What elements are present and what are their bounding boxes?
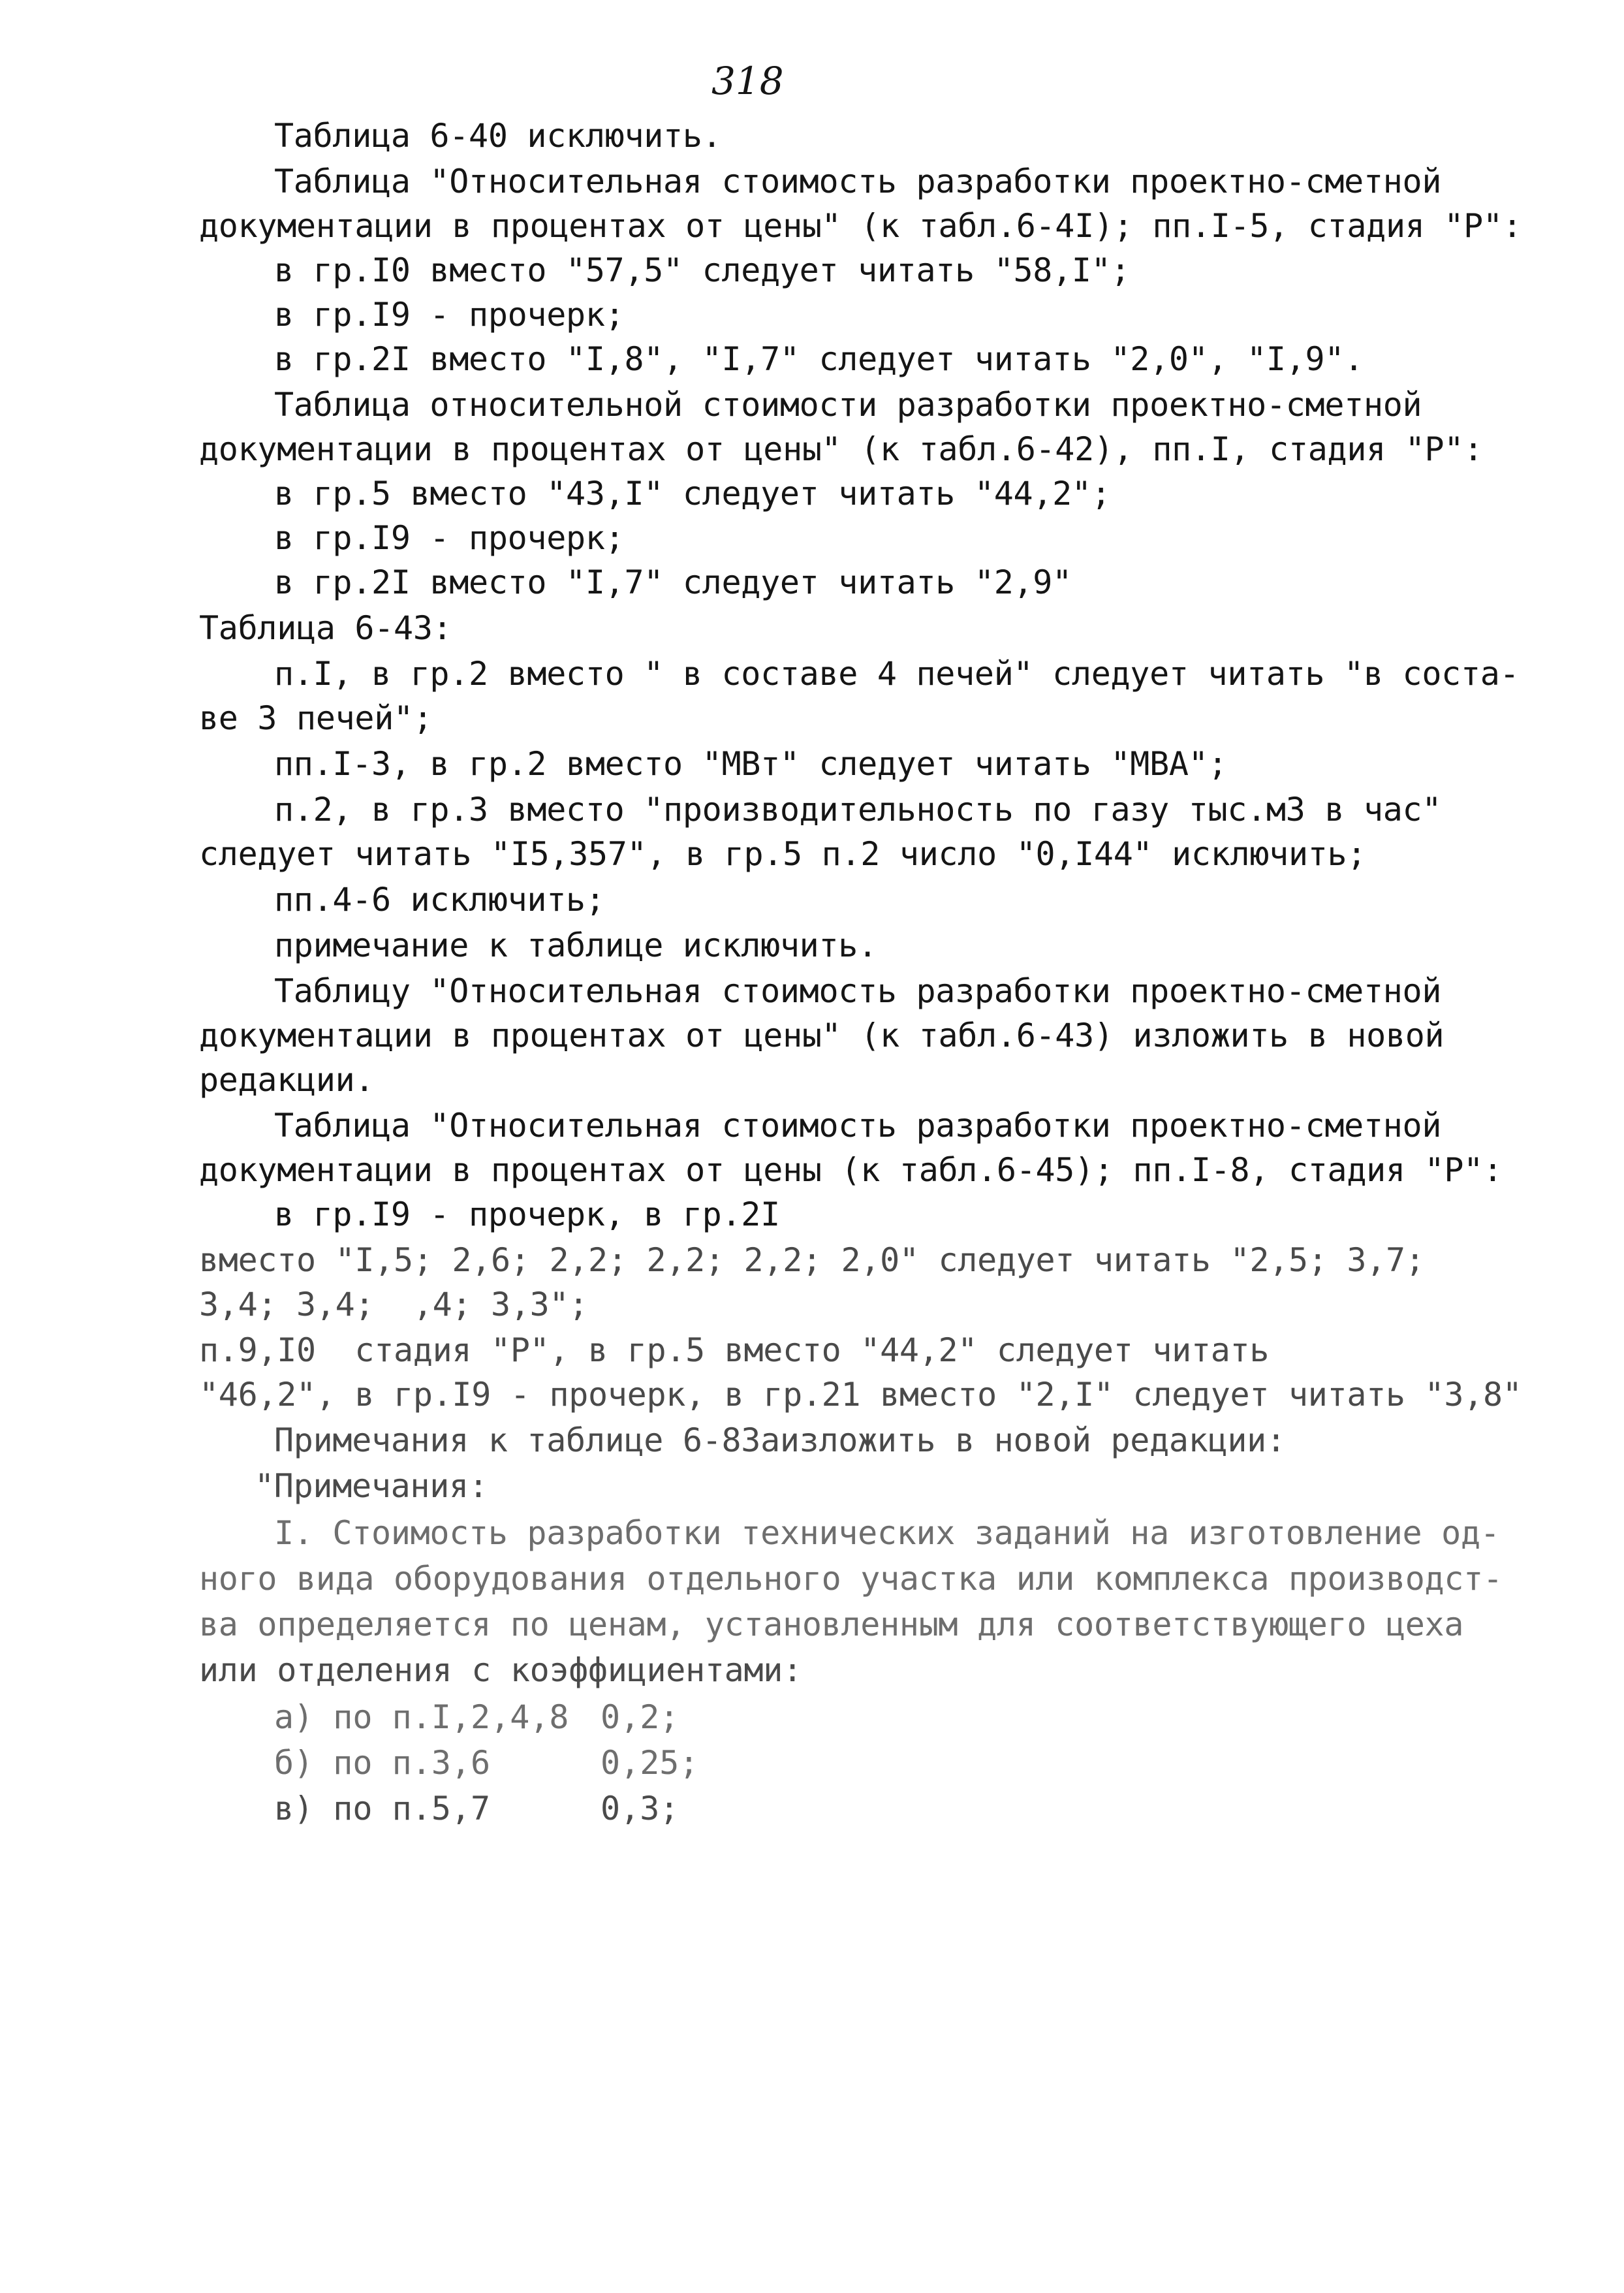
text-line: Таблица 6-43: (199, 609, 452, 647)
text-line: в гр.I9 - прочерк, в гр.2I (274, 1195, 780, 1233)
text-line: в гр.5 вместо "43,I" следует читать "44,2"; (274, 475, 1111, 513)
text-line: вместо "I,5; 2,6; 2,2; 2,2; 2,2; 2,0" следует читать "2,5; 3,7; (199, 1241, 1425, 1279)
coefficient-label: б) по п.3,6 (274, 1744, 491, 1782)
text-line: документации в процентах от цены (к табл.6-45); пп.I-8, стадия "Р": (199, 1151, 1503, 1189)
text-line: ва определяется по ценам, установленным для соответствующего цеха (199, 1605, 1464, 1643)
coefficient-value: 0,3; (601, 1790, 679, 1827)
text-line: следует читать "I5,357", в гр.5 п.2 число "0,I44" исключить; (199, 835, 1367, 873)
text-line: Таблица "Относительная стоимость разработки проектно-сметной (274, 1107, 1442, 1145)
coefficient-value: 0,25; (601, 1744, 699, 1782)
text-line: Таблица 6-40 исключить. (274, 117, 722, 155)
text-line: 3,4; 3,4; ,4; 3,3"; (199, 1286, 589, 1323)
text-line: в гр.I9 - прочерк; (274, 296, 625, 334)
text-line: в гр.I0 вместо "57,5" следует читать "58,I"; (274, 251, 1131, 289)
text-line: п.9,I0 стадия "Р", в гр.5 вместо "44,2" следует читать (199, 1331, 1270, 1369)
text-line: "46,2", в гр.I9 - прочерк, в гр.21 вместо "2,I" следует читать "3,8" (199, 1376, 1522, 1414)
text-line: пп.4-6 исключить; (274, 881, 605, 919)
coefficient-label: а) по п.I,2,4,8 (274, 1698, 569, 1736)
text-line: редакции. (199, 1061, 375, 1099)
coefficient-label: в) по п.5,7 (274, 1790, 491, 1827)
text-line: примечание к таблице исключить. (274, 926, 877, 964)
text-line: в гр.2I вместо "I,8", "I,7" следует читать "2,0", "I,9". (274, 340, 1364, 378)
text-line: в гр.I9 - прочерк; (274, 519, 625, 557)
text-line: Примечания к таблице 6-83аизложить в новой редакции: (274, 1421, 1286, 1459)
text-line: документации в процентах от цены" (к табл.6-4I); пп.I-5, стадия "Р": (199, 207, 1522, 245)
text-line: документации в процентах от цены" (к табл.6-43) изложить в новой (199, 1017, 1444, 1054)
text-line: документации в процентах от цены" (к табл.6-42), пп.I, стадия "Р": (199, 430, 1483, 468)
text-line: или отделения с коэффициентами: (199, 1651, 802, 1689)
text-line: I. Стоимость разработки технических заданий на изготовление од- (274, 1514, 1500, 1552)
text-line: п.I, в гр.2 вместо " в составе 4 печей" следует читать "в соста- (274, 655, 1520, 693)
text-line: п.2, в гр.3 вместо "производительность по газу тыс.м3 в час" (274, 791, 1442, 829)
text-line: Таблица "Относительная стоимость разработки проектно-сметной (274, 163, 1442, 200)
text-line: "Примечания: (255, 1467, 488, 1505)
page-number: 318 (711, 59, 784, 103)
text-line: ного вида оборудования отдельного участка или комплекса производст- (199, 1560, 1503, 1598)
text-line: Таблицу "Относительная стоимость разработки проектно-сметной (274, 972, 1442, 1010)
text-line: Таблица относительной стоимости разработки проектно-сметной (274, 386, 1422, 424)
text-line: ве 3 печей"; (199, 699, 433, 737)
text-line: в гр.2I вместо "I,7" следует читать "2,9" (274, 563, 1072, 601)
text-line: пп.I-3, в гр.2 вместо "МВт" следует читать "МВА"; (274, 745, 1228, 783)
coefficient-value: 0,2; (601, 1698, 679, 1736)
